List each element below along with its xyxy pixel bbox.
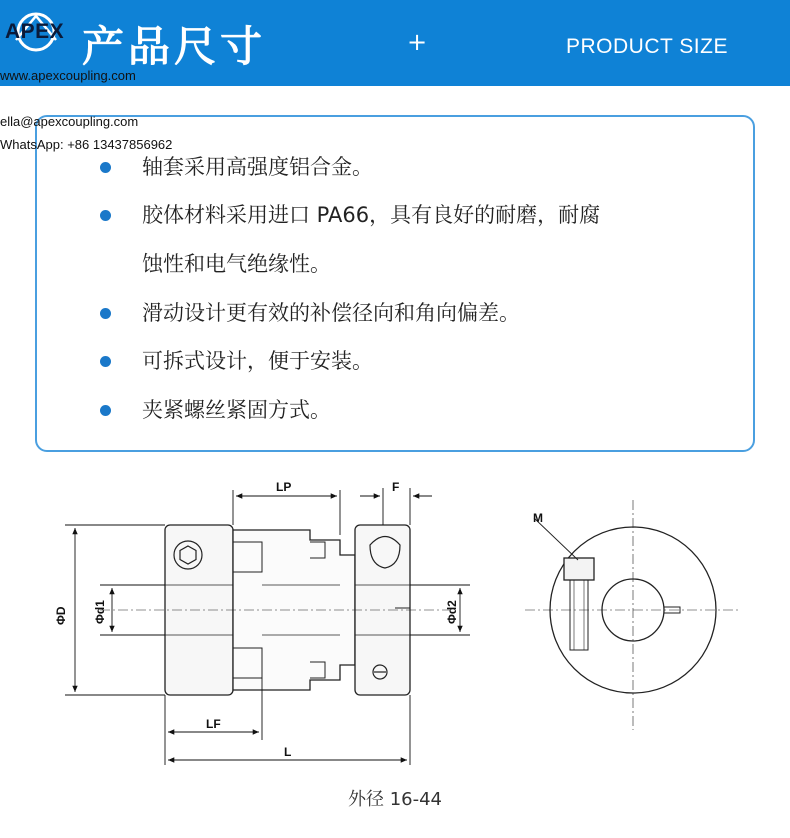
bullet-icon (100, 162, 111, 173)
bullet-icon (100, 356, 111, 367)
bullet-icon (100, 308, 111, 319)
plus-glyph: + (407, 28, 428, 56)
page-title: 产品尺寸 (82, 22, 267, 71)
dimension-label-l: L (284, 745, 292, 759)
feature-text: 滑动设计更有效的补偿径向和角向偏差。 (142, 301, 520, 325)
feature-text: 胶体材料采用进口 PA66，具有良好的耐磨，耐腐 (142, 203, 601, 227)
website-watermark: www.apexcoupling.com (0, 68, 136, 83)
coupling-side-view (100, 525, 450, 695)
dimension-label-lf: LF (206, 717, 221, 731)
dimension-label-f: F (392, 480, 400, 494)
feature-text: 夹紧螺丝紧固方式。 (142, 398, 331, 422)
contact-whatsapp: WhatsApp: +86 13437856962 (0, 137, 173, 152)
features-box (35, 115, 755, 452)
technical-drawing (0, 460, 790, 780)
feature-text: 可拆式设计，便于安装。 (142, 349, 373, 373)
bullet-icon (100, 405, 111, 416)
dimension-label-d2: Φd2 (445, 600, 459, 624)
feature-text: 蚀性和电气绝缘性。 (142, 252, 331, 276)
dimension-label-d: ΦD (54, 606, 68, 625)
dimension-label-lp: LP (276, 480, 292, 494)
contact-email: ella@apexcoupling.com (0, 114, 139, 129)
dimension-label-m: M (533, 511, 543, 525)
header-banner (0, 0, 790, 86)
coupling-front-view (525, 500, 740, 730)
dimension-label-d1: Φd1 (93, 600, 107, 624)
logo-text: APEX (5, 20, 65, 43)
feature-text: 轴套采用高强度铝合金。 (142, 155, 373, 179)
size-caption: 外径 16-44 (347, 789, 443, 810)
bullet-icon (100, 210, 111, 221)
page-title-english: PRODUCT SIZE (566, 35, 728, 58)
